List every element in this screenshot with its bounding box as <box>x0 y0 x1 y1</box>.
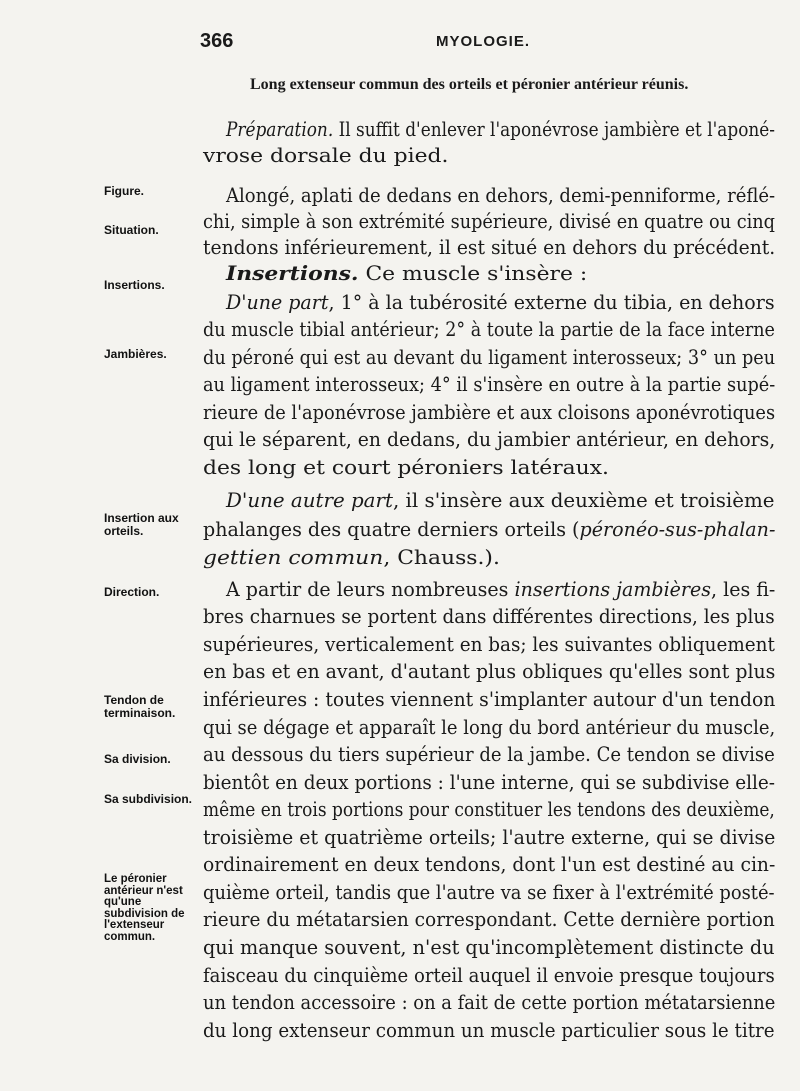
text-line: ordinairement en deux tendons, dont l'un est destiné au cin- <box>203 853 776 876</box>
text-line: chi, simple à son extrémité supérieure, divisé en quatre ou cinq <box>203 210 775 233</box>
text-line: rieure de l'aponévrose jambière et aux cloisons aponévrotiques <box>203 401 776 424</box>
text-line: Alongé, aplati de dedans en dehors, demi-penniforme, réflé- <box>226 184 776 207</box>
text-line: Insertions. Ce muscle s'insère : <box>226 262 588 285</box>
text-line: du péroné qui est au devant du ligament interosseux; 3° un peu <box>203 346 776 369</box>
run-in-heading: Insertions. <box>226 262 359 285</box>
margin-note-direction: Direction. <box>104 585 160 599</box>
text-line: supérieures, verticalement en bas; les suivantes obliquement <box>203 633 775 656</box>
text-line: bientôt en deux portions : l'une interne, qui se subdivise elle- <box>203 771 775 794</box>
margin-note-figure: Figure. <box>104 184 145 198</box>
text-line: bres charnues se portent dans différentes directions, les plus <box>203 605 775 628</box>
text-line: D'une autre part, il s'insère aux deuxième et troisième <box>226 489 775 512</box>
text-line: vrose dorsale du pied. <box>203 144 449 167</box>
text-line: du muscle tibial antérieur; 2° à toute la partie de la face interne <box>203 318 775 341</box>
text-line: qui le séparent, en dedans, du jambier antérieur, en dehors, <box>203 428 776 451</box>
margin-note-division: Sa division. <box>104 752 171 766</box>
margin-note-situation: Situation. <box>104 223 159 237</box>
text-line: phalanges des quatre derniers orteils (péronéo-sus-phalan- <box>203 518 776 541</box>
page-header <box>200 30 760 60</box>
margin-note-subdivision: Sa subdivision. <box>104 792 193 806</box>
text-line: en bas et en avant, d'autant plus obliques qu'elles sont plus <box>203 660 776 683</box>
text-line: un tendon accessoire : on a fait de cette portion métatarsienne <box>203 991 776 1014</box>
text-line: troisième et quatrième orteils; l'autre externe, qui se divise <box>203 826 776 849</box>
text-line: au dessous du tiers supérieur de la jambe. Ce tendon se divise <box>203 743 775 766</box>
margin-note-insertions: Insertions. <box>104 278 165 292</box>
text-line: qui manque souvent, n'est qu'incomplètement distincte du <box>203 936 775 959</box>
running-head: MYOLOGIE. <box>436 33 531 50</box>
page-number: 366 <box>200 30 234 52</box>
text-line: D'une part, 1° à la tubérosité externe du tibia, en dehors <box>226 291 775 314</box>
text-line: au ligament interosseux; 4° il s'insère en outre à la partie supé- <box>203 373 776 396</box>
text-line: gettien commun, Chauss.). <box>203 546 500 569</box>
text-line: même en trois portions pour constituer les tendons des deuxième, <box>203 798 775 821</box>
margin-note-peronier: Le péronier antérieur n'est qu'une subdivision de l'extenseur commun. <box>104 873 185 943</box>
text-line: faisceau du cinquième orteil auquel il envoie presque toujours <box>203 964 775 987</box>
text-line: qui se dégage et apparaît le long du bord antérieur du muscle, <box>203 716 776 739</box>
margin-note-tendon: Tendon de terminaison. <box>104 693 176 720</box>
run-in-heading: Préparation. <box>226 118 334 141</box>
text-line: quième orteil, tandis que l'autre va se fixer à l'extrémité posté- <box>203 881 775 904</box>
text-line: A partir de leurs nombreuses insertions jambières, les fi- <box>226 578 776 601</box>
margin-note-insertion-orteils: Insertion aux orteils. <box>104 511 179 538</box>
text-line: du long extenseur commun un muscle particulier sous le titre <box>203 1019 775 1042</box>
text-line: tendons inférieurement, il est situé en dehors du précédent. <box>203 236 776 259</box>
text-line: Préparation. Il suffit d'enlever l'aponévrose jambière et l'aponé- <box>226 118 775 141</box>
section-title: Long extenseur commun des orteils et péronier antérieur réunis. <box>250 76 689 93</box>
text-line: des long et court péroniers latéraux. <box>203 456 609 479</box>
text-line: rieure du métatarsien correspondant. Cette dernière portion <box>203 908 775 931</box>
text-line: inférieures : toutes viennent s'implanter autour d'un tendon <box>203 688 776 711</box>
margin-note-jambieres: Jambières. <box>104 347 167 361</box>
